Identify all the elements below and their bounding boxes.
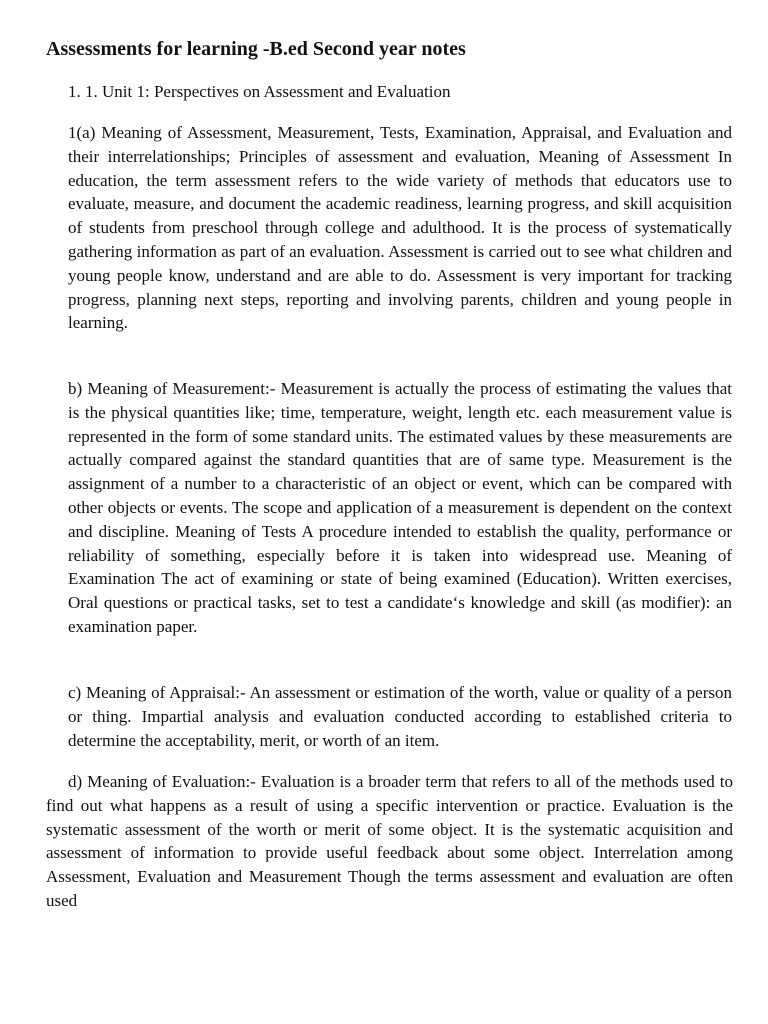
document-title: Assessments for learning -B.ed Second year notes [46,38,466,60]
paragraph-assessment: 1(a) Meaning of Assessment, Measurement, Tests, Examination, Appraisal, and Evaluation and their interrelationships; Principles of assessment and evaluation, Meaning of Assessment In education, the term assessment refers to the wide variety of methods that educators use to evaluate, measure, and document the academic readiness, learning progress, and skill acquisition of students from preschool through college and adulthood. It is the process of systematically gathering information as part of an evaluation. Assessment is carried out to see what children and young people know, understand and are able to do. Assessment is very important for tracking progress, planning next steps, reporting and involving parents, children and young people in learning. [68,123,732,333]
paragraph-evaluation: d) Meaning of Evaluation:- Evaluation is a broader term that refers to all of the methods used to find out what happens as a result of using a specific intervention or practice. Evaluation is the systematic assessment of the worth or merit of some object. It is the systematic acquisition and assessment of information to provide useful feedback about some object. Interrelation among Assessment, Evaluation and Measurement Though the terms assessment and evaluation are often used [46,772,733,910]
paragraph-appraisal: c) Meaning of Appraisal:- An assessment or estimation of the worth, value or quality of a person or thing. Impartial analysis and evaluation conducted according to established criteria to determine the acceptability, merit, or worth of an item. [68,683,732,750]
unit-heading: 1. 1. Unit 1: Perspectives on Assessment and Evaluation [68,82,451,101]
paragraph-measurement: b) Meaning of Measurement:- Measurement is actually the process of estimating the values that is the physical quantities like; time, temperature, weight, length etc. each measurement value is represented in the form of some standard units. The estimated values by these measurements are actually compared against the standard quantities that are of same type. Measurement is the assignment of a number to a characteristic of an object or event, which can be compared with other objects or events. The scope and application of a measurement is dependent on the context and discipline. Meaning of Tests A procedure intended to establish the quality, performance or reliability of something, especially before it is taken into widespread use. Meaning of Examination The act of examining or state of being examined (Education). Written exercises, Oral questions or practical tasks, set to test a candidate‘s knowledge and skill (as modifier): an examination paper. [68,379,732,636]
